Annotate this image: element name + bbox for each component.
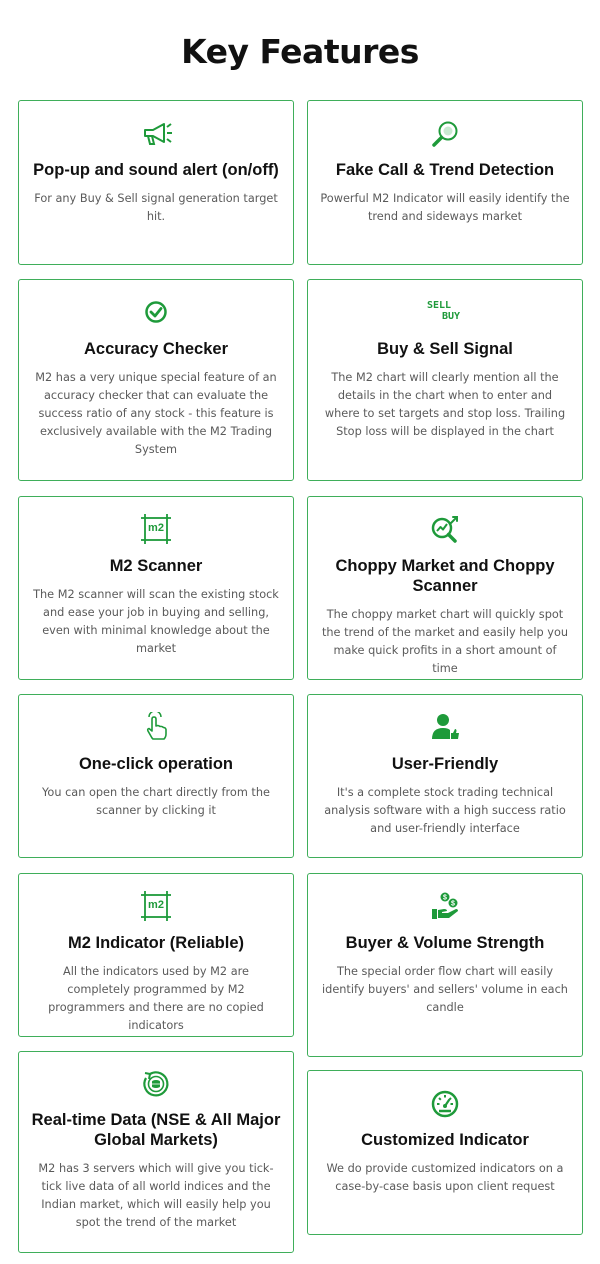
feature-description: We do provide customized indicators on a case-by-case basis upon client request [326,1162,564,1193]
sell-buy-icon [308,300,582,324]
click-hand-icon [19,712,293,742]
chart-search-icon [308,514,582,544]
m2-label: m2 [148,522,164,534]
megaphone-icon [19,120,293,148]
feature-card-fake-call [307,100,583,265]
magnifier-icon [308,119,582,149]
feature-title: Pop-up and sound alert (on/off) [33,161,279,179]
feature-description: For any Buy & Sell signal generation target hit. [34,192,278,223]
feature-card-buy-sell-signal [307,279,583,481]
feature-description: The special order flow chart will easily identify buyers' and sellers' volume in each candle [322,965,568,1014]
feature-title: Customized Indicator [361,1131,529,1149]
feature-description: Powerful M2 Indicator will easily identify the trend and sideways market [320,192,570,223]
feature-card-customized-indicator [307,1070,583,1235]
feature-description: The choppy market chart will quickly spot the trend of the market and easily help you make quick profits in a short amount of time [321,608,569,675]
feature-description: M2 has 3 servers which will give you tick-tick live data of all world indices and the Indian market, which will easily help you spot the trend of the market [38,1162,274,1229]
check-circle-icon [19,300,293,324]
feature-title: One-click operation [78,755,234,773]
feature-title: Buy & Sell Signal [377,340,513,358]
feature-description: You can open the chart directly from the scanner by clicking it [42,786,270,817]
feature-title: Real-time Data (NSE & All Major Global Markets) [31,1111,281,1149]
feature-title: M2 Indicator (Reliable) [67,934,245,952]
m2-logo-icon [19,514,293,544]
feature-card-m2-scanner [18,496,294,680]
feature-description: The M2 scanner will scan the existing stock and ease your job in buying and selling, even with minimal knowledge about the market [33,588,279,655]
feature-title: Fake Call & Trend Detection [335,161,555,179]
feature-card-choppy-market [307,496,583,680]
feature-description: It's a complete stock trading technical analysis software with a high success ratio and user-friendly interface [324,786,566,835]
feature-card-one-click [18,694,294,858]
feature-card-accuracy-checker [18,279,294,481]
m2-label: m2 [148,899,164,911]
svg-text:$: $ [451,900,455,908]
page-title: Key Features [181,32,419,71]
sell-label: SELL [427,300,452,311]
feature-card-popup-alert [18,100,294,265]
feature-title: Choppy Market and Choppy Scanner [335,557,555,595]
speedometer-icon [308,1089,582,1119]
feature-title: M2 Scanner [109,557,203,575]
feature-card-m2-indicator [18,873,294,1037]
user-thumbs-up-icon [308,712,582,742]
feature-card-buyer-volume [307,873,583,1057]
feature-title: User-Friendly [391,755,499,773]
svg-text:$: $ [443,894,447,902]
feature-card-user-friendly [307,694,583,858]
feature-title: Accuracy Checker [83,340,228,358]
m2-logo-icon [19,891,293,921]
feature-card-realtime-data [18,1051,294,1253]
buy-label: BUY [442,311,461,322]
hand-money-icon [308,891,582,921]
feature-description: The M2 chart will clearly mention all the details in the chart when to enter and where to set targets and stop loss. Trailing Stop loss will be displayed in the chart [324,371,566,438]
feature-description: M2 has a very unique special feature of an accuracy checker that can evaluate the success ratio of any stock - this feature is exclusively available with the M2 Trading System [35,371,277,456]
feature-title: Buyer & Volume Strength [345,934,545,952]
feature-description: All the indicators used by M2 are completely programmed by M2 programmers and there are no copied indicators [48,965,264,1032]
realtime-data-icon [19,1069,293,1099]
